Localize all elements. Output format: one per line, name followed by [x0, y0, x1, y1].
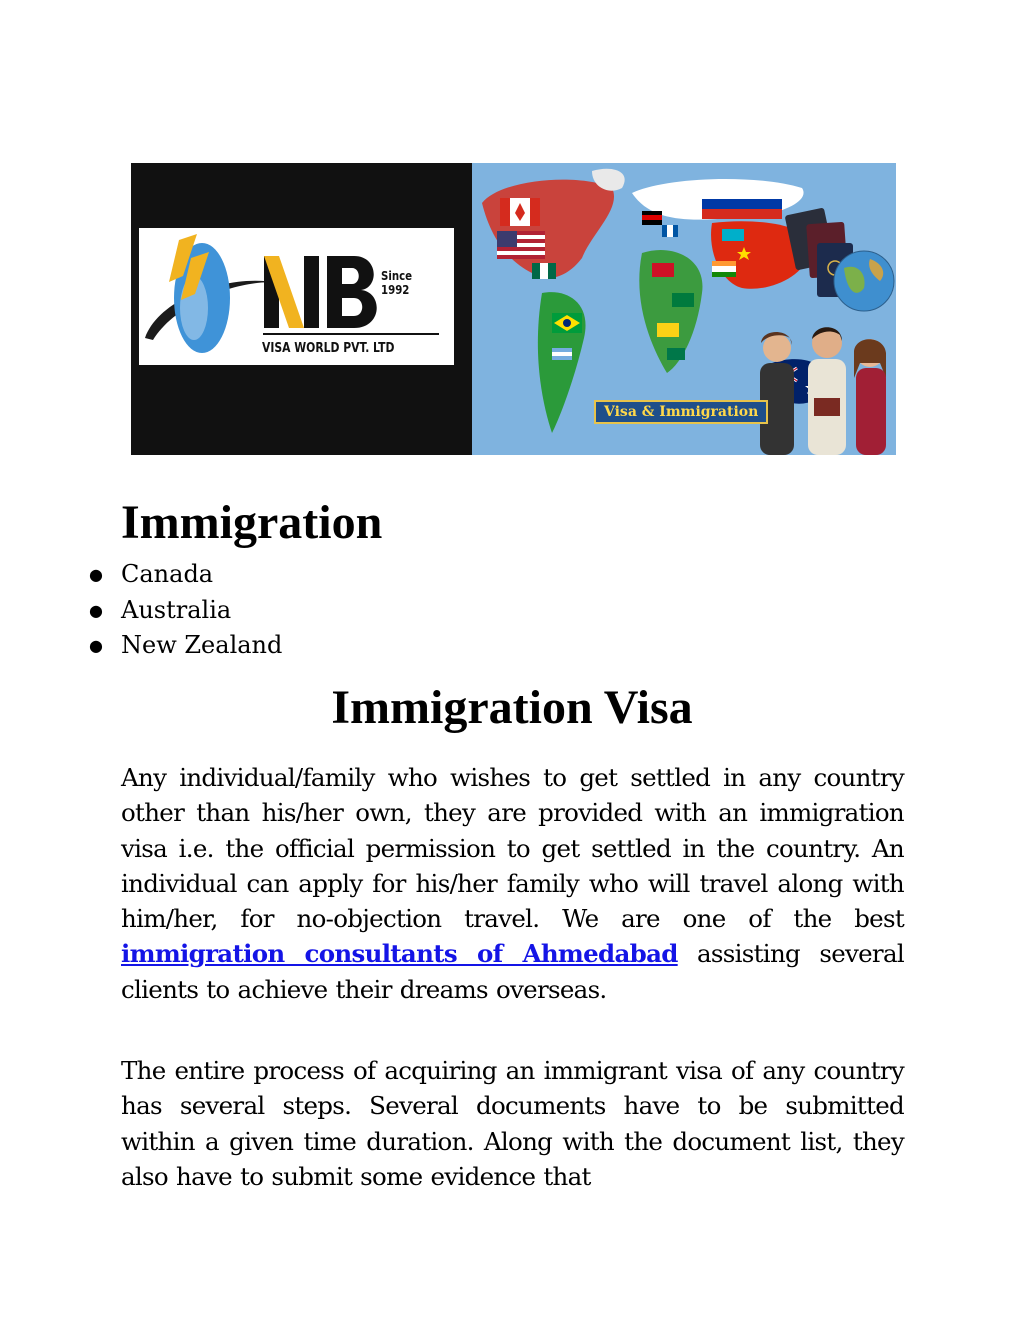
- bullet-icon: ●: [89, 565, 103, 584]
- visa-immigration-ribbon: Visa & Immigration: [594, 400, 768, 424]
- immigration-heading: Immigration: [121, 496, 383, 549]
- list-item: [89, 628, 283, 664]
- logo-company-name: VISA WORLD PVT. LTD: [262, 341, 395, 356]
- company-logo: [139, 228, 454, 365]
- country-new-zealand: New Zealand: [121, 631, 283, 659]
- globe-icon: [834, 251, 894, 311]
- country-list: [89, 557, 283, 664]
- usa-flag-icon: [497, 231, 545, 259]
- list-item: [89, 593, 282, 629]
- country-australia: Australia: [121, 595, 232, 624]
- paragraph-text: assisting several clients to achieve their dreams overseas.: [121, 939, 904, 1004]
- intro-paragraph: [121, 760, 904, 1007]
- bullet-icon: ●: [89, 600, 103, 620]
- immigration-consultants-link[interactable]: immigration consultants of Ahmedabad: [121, 939, 678, 969]
- list-item: [89, 557, 282, 593]
- world-map-flags-image: [472, 163, 896, 455]
- logo-since-text: Since 1992: [381, 269, 413, 297]
- header-banner: [131, 163, 896, 455]
- country-canada: Canada: [121, 560, 214, 588]
- bullet-icon: ●: [89, 636, 103, 655]
- immigration-visa-heading: Immigration Visa: [331, 681, 693, 734]
- logo-panel: [131, 163, 472, 455]
- students-photo: [760, 327, 886, 455]
- process-paragraph: The entire process of acquiring an immigrant visa of any country has several steps. Several documents have to be submitted within a given time duration. Along with the document list, they also have to submit some evidence that: [121, 1056, 904, 1191]
- paragraph-text: Any individual/family who wishes to get settled in any country other than his/her own, they are provided with an immigration visa i.e. the official permission to get settled in the country. An individual can apply for his/her family who will travel along with him/her, for no-objection travel. We are one of the best: [121, 763, 904, 934]
